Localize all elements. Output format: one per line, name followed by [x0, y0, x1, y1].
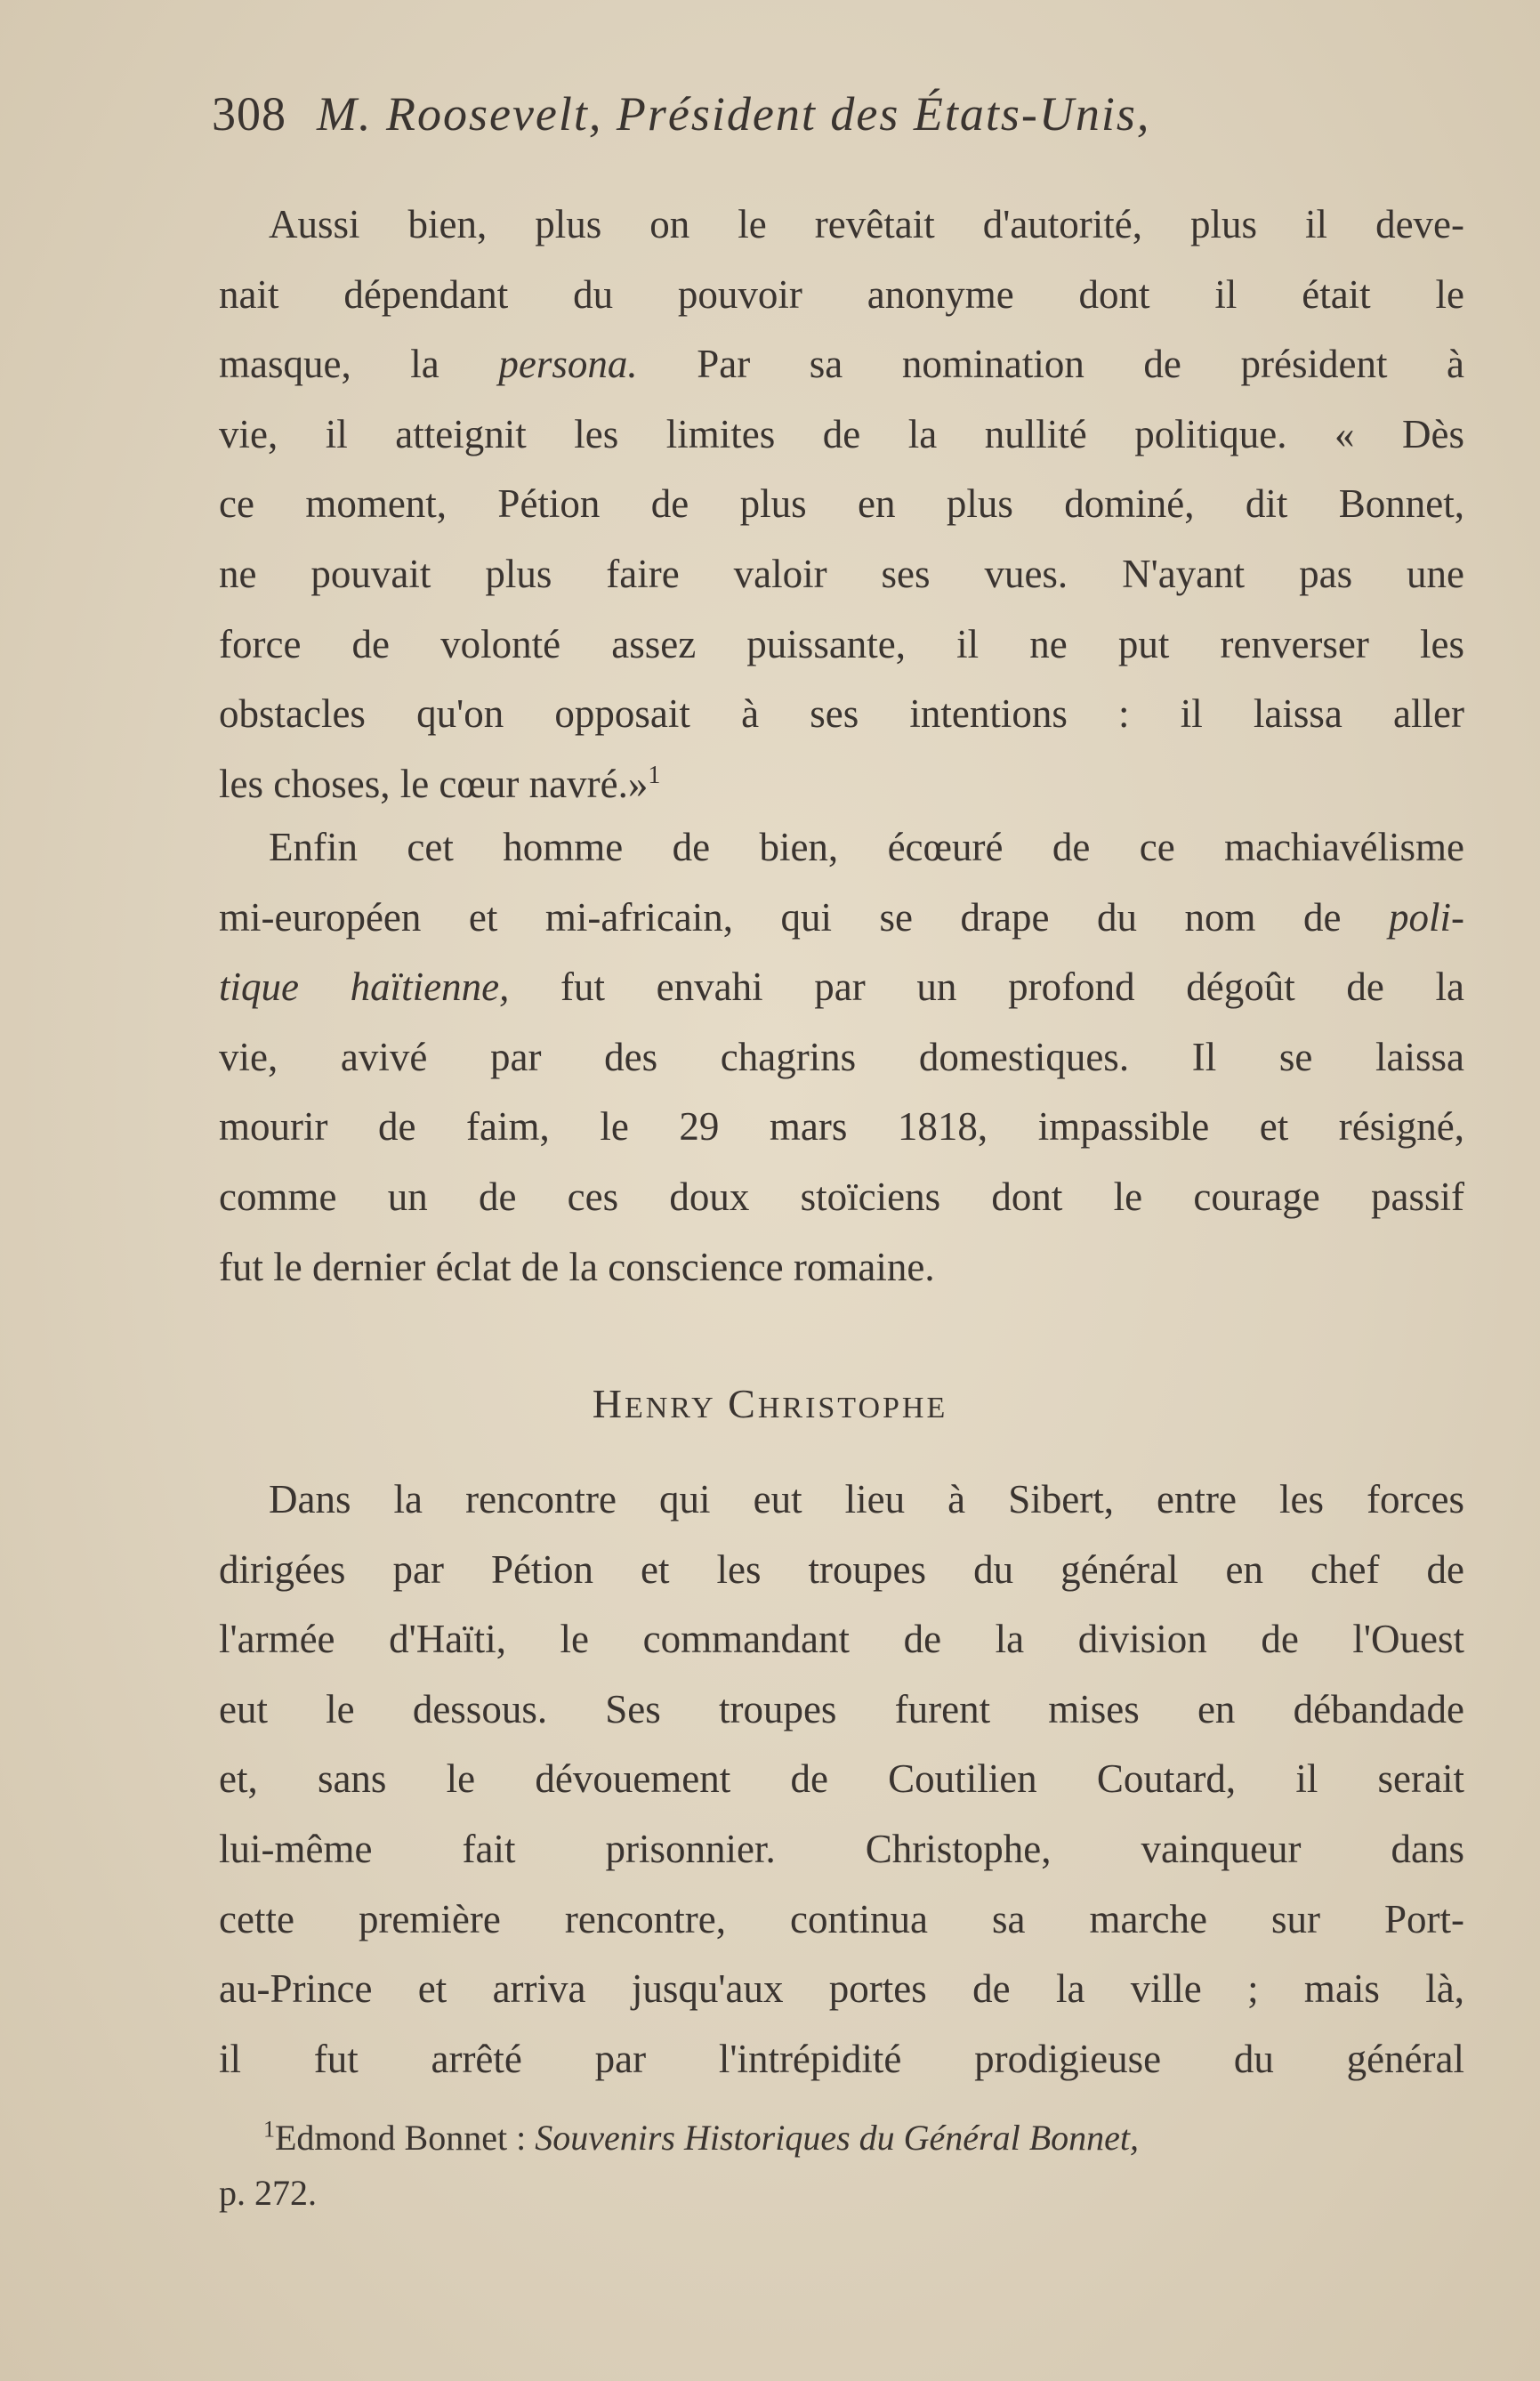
paragraph-line: vie, avivé par des chagrins domestiques. Il se laissa — [219, 1034, 1464, 1079]
italic-term-politique: poli- — [1389, 894, 1464, 940]
paragraph-line: et, sans le dévouement de Coutilien Coutard, il serait — [219, 1756, 1464, 1802]
line-text: les choses, le cœur navré.» — [219, 761, 649, 806]
italic-term-haitienne: tique haïtienne, — [219, 965, 510, 1010]
paragraph-line: obstacles qu'on opposait à ses intentions : il laissa aller — [219, 691, 1464, 737]
paragraph-line: l'armée d'Haïti, le commandant de la division de l'Ouest — [219, 1617, 1464, 1662]
paragraph-line: nait dépendant du pouvoir anonyme dont il était le — [219, 271, 1464, 317]
footnote-author: Edmond Bonnet : — [275, 2118, 536, 2158]
paragraph-line: vie, il atteignit les limites de la nullité politique. « Dès — [219, 411, 1464, 456]
footnote-reference: 1 — [648, 761, 661, 789]
running-header — [212, 78, 1368, 149]
paragraph-line: lui-même fait prisonnier. Christophe, vainqueur dans — [219, 1826, 1464, 1871]
footnote — [219, 2111, 1464, 2221]
footnote-line — [219, 2111, 1464, 2166]
section-heading — [0, 1368, 1540, 1444]
line-text: masque, la — [219, 342, 499, 387]
paragraph-line — [219, 952, 1464, 1022]
footnote-page: p. 272. — [219, 2173, 317, 2213]
paragraph-line: comme un de ces doux stoïciens dont le courage passif — [219, 1174, 1464, 1219]
line-text: Par sa nomination de président à — [637, 342, 1464, 387]
paragraph-line: Aussi bien, plus on le revêtait d'autorité, plus il deve- — [269, 202, 1464, 246]
paragraph-line — [219, 749, 1464, 819]
paragraph-line — [219, 329, 1464, 400]
paragraph-line: force de volonté assez puissante, il ne put renverser les — [219, 621, 1464, 666]
paragraph-line: mourir de faim, le 29 mars 1818, impassible et résigné, — [219, 1104, 1464, 1150]
paragraph-1 — [219, 190, 1464, 819]
paragraph-line — [219, 883, 1464, 953]
heading-smallcaps: HRISTOPHE — [757, 1392, 948, 1425]
paragraph-3 — [219, 1465, 1464, 2094]
paragraph-line: Enfin cet homme de bien, écœuré de ce machiavélisme — [269, 825, 1464, 869]
paragraph-line: au-Prince et arriva jusqu'aux portes de la ville ; mais là, — [219, 1966, 1464, 2012]
paragraph-line: cette première rencontre, continua sa marche sur Port- — [219, 1896, 1464, 1941]
heading-smallcaps: ENRY — [624, 1392, 716, 1425]
heading-initial: H — [592, 1381, 625, 1426]
line-text: mi-européen et mi-africain, qui se drape du nom de — [219, 894, 1389, 940]
heading-initial: C — [728, 1381, 758, 1426]
paragraph-line: ne pouvait plus faire valoir ses vues. N'ayant pas une — [219, 551, 1464, 596]
footnote-work-title: Souvenirs Historiques du Général Bonnet, — [535, 2118, 1140, 2158]
running-title: M. Roosevelt, Président des États-Unis, — [317, 87, 1151, 141]
line-text: fut envahi par un profond dégoût de la — [509, 965, 1464, 1010]
page-number: 308 — [212, 87, 286, 141]
paragraph-line: Dans la rencontre qui eut lieu à Sibert, entre les forces — [269, 1477, 1464, 1521]
paragraph-line: eut le dessous. Ses troupes furent mises en débandade — [219, 1686, 1464, 1731]
paragraph-line: il fut arrêté par l'intrépidité prodigieuse du général — [219, 2036, 1464, 2081]
italic-term-persona: persona. — [498, 342, 638, 387]
paragraph-line: dirigées par Pétion et les troupes du général en chef de — [219, 1546, 1464, 1592]
paragraph-2 — [219, 812, 1464, 1302]
footnote-mark: 1 — [263, 2116, 275, 2143]
paragraph-line: fut le dernier éclat de la conscience romaine. — [219, 1244, 935, 1289]
paragraph-line: ce moment, Pétion de plus en plus dominé, dit Bonnet, — [219, 481, 1464, 527]
